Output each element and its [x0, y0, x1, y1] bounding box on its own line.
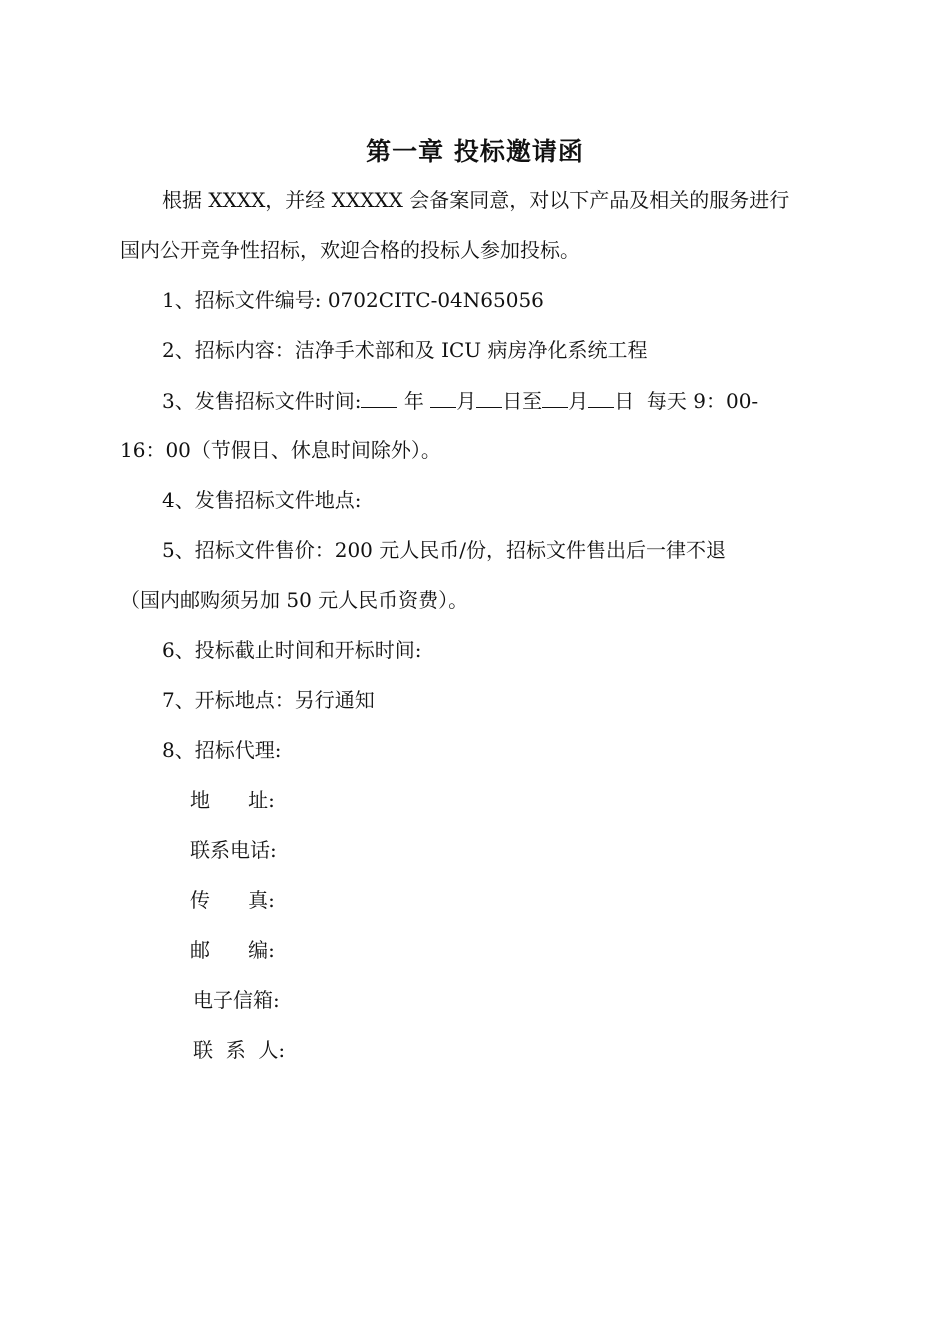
- month1-label: 月: [456, 389, 477, 413]
- item-sale-place: 4、发售招标文件地点:: [162, 488, 362, 512]
- year-label: 年: [403, 389, 424, 413]
- agent-address-label: 地 址:: [190, 788, 275, 812]
- day1-blank: [476, 385, 502, 408]
- item-sale-time-line-2: 16：00（节假日、休息时间除外）。: [120, 438, 441, 462]
- agent-postcode-label: 邮 编:: [190, 938, 275, 962]
- sale-time-label: 3、发售招标文件时间:: [162, 389, 362, 413]
- agent-phone-label: 联系电话:: [190, 838, 277, 862]
- item-tender-content: 2、招标内容：洁净手术部和及 ICU 病房净化系统工程: [162, 338, 648, 362]
- item-agent: 8、招标代理:: [162, 738, 282, 762]
- item-deadline: 6、投标截止时间和开标时间:: [162, 638, 422, 662]
- item-sale-time: [162, 385, 758, 416]
- agent-contact-label: 联 系 人:: [193, 1038, 286, 1062]
- item-opening-place: 7、开标地点：另行通知: [162, 688, 375, 712]
- item-tender-number: 1、招标文件编号: 0702CITC-04N65056: [162, 288, 544, 312]
- item-price-line-1: 5、招标文件售价：200 元人民币/份，招标文件售出后一律不退: [162, 538, 726, 562]
- agent-email-label: 电子信箱:: [193, 988, 280, 1012]
- day1-label: 日至: [502, 389, 543, 413]
- month1-blank: [430, 385, 456, 408]
- intro-line-2: 国内公开竞争性招标，欢迎合格的投标人参加投标。: [120, 238, 580, 262]
- intro-line-1: 根据 XXXX，并经 XXXXX 会备案同意，对以下产品及相关的服务进行: [162, 188, 790, 212]
- agent-fax-label: 传 真:: [190, 888, 275, 912]
- month2-blank: [542, 385, 568, 408]
- day2-blank: [588, 385, 614, 408]
- month2-label: 月: [568, 389, 589, 413]
- day2-label: 日: [614, 389, 635, 413]
- page-title: 第一章 投标邀请函: [366, 137, 584, 166]
- item-price-line-2: （国内邮购须另加 50 元人民币资费）。: [120, 588, 469, 612]
- year-blank: [361, 385, 397, 408]
- daily-hours: 每天 9：00-: [646, 389, 759, 413]
